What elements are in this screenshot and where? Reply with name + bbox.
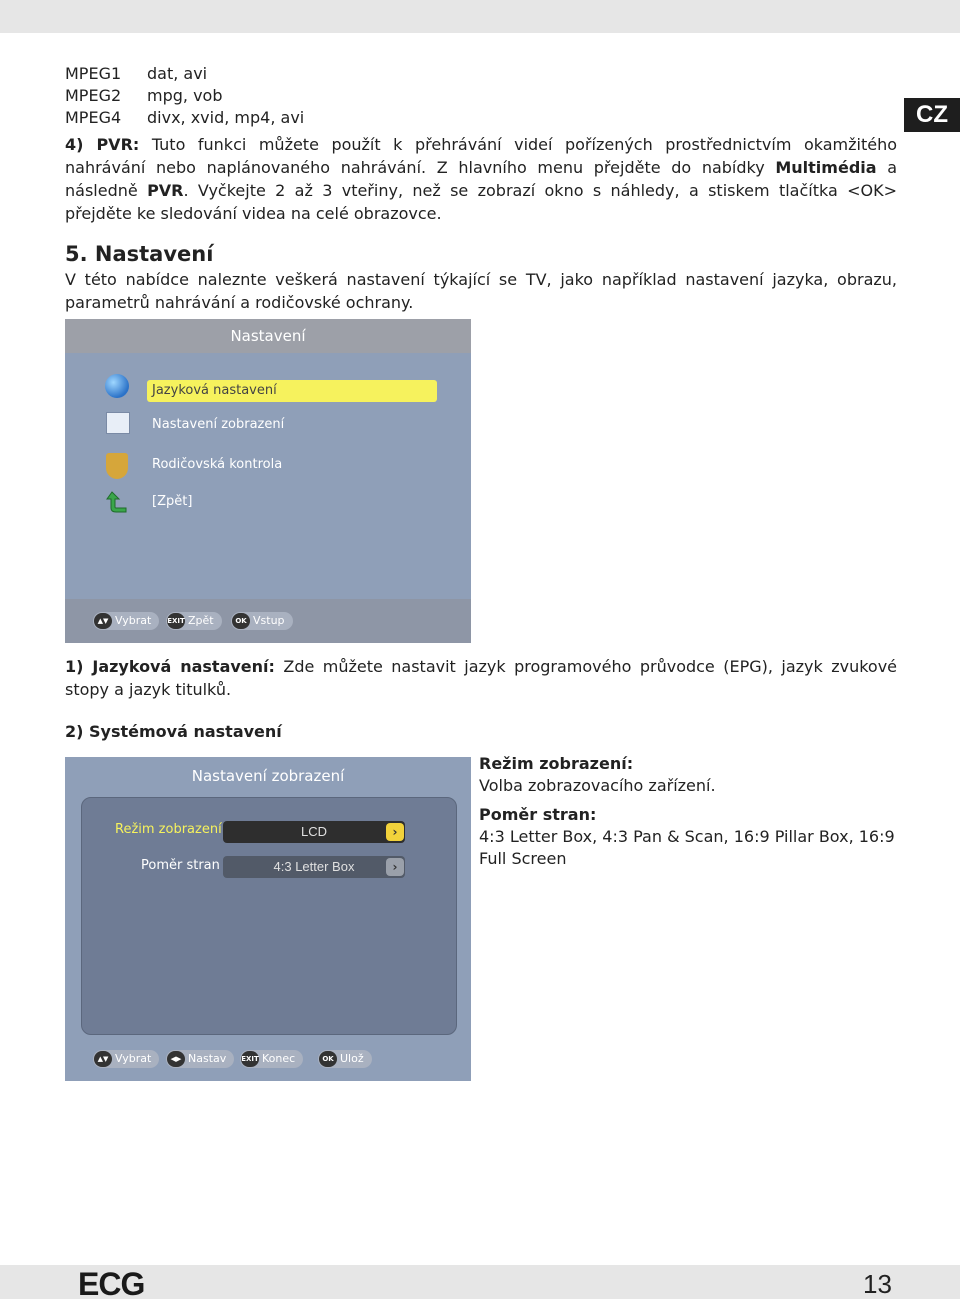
ok-icon: OK	[319, 1051, 337, 1067]
footer-label: Ulož	[340, 1052, 364, 1065]
section-title: 5. Nastavení	[65, 242, 214, 266]
menu-item-display[interactable]: Nastavení zobrazení	[152, 417, 285, 432]
exit-icon: EXIT	[167, 613, 185, 629]
ratio-description	[479, 804, 899, 870]
ecg-logo: ECG	[78, 1266, 145, 1302]
footer-enter[interactable]	[231, 612, 293, 630]
codec-name: MPEG1	[65, 64, 122, 83]
display-menu-title: Nastavení zobrazení	[191, 767, 345, 785]
codec-row	[65, 85, 304, 107]
display-icon	[106, 412, 130, 434]
codec-formats: divx, xvid, mp4, avi	[147, 108, 305, 127]
globe-icon	[105, 374, 129, 398]
updown-icon: ▲▼	[94, 613, 112, 629]
ratio-desc: 4:3 Letter Box, 4:3 Pan & Scan, 16:9 Pillar Box, 16:9 Full Screen	[479, 827, 895, 868]
footer-select[interactable]	[93, 612, 159, 630]
ratio-title: Poměr stran:	[479, 805, 597, 824]
pvr-text2: a následně	[65, 158, 898, 200]
shield-icon	[106, 453, 128, 479]
footer-save[interactable]	[318, 1050, 372, 1068]
footer-select[interactable]	[93, 1050, 159, 1068]
pvr-text1: Tuto funkci můžete použít k přehrávání videí pořízených prostřednictvím okamžitého nahrávání nebo naplánovaného nahrávání. Z hlavního menu přejděte do nabídky	[65, 135, 898, 177]
language-paragraph	[65, 655, 897, 701]
codec-name: MPEG4	[65, 108, 122, 127]
display-settings-screenshot	[65, 757, 471, 1081]
codec-name: MPEG2	[65, 86, 122, 105]
language-text: Zde můžete nastavit jazyk programového průvodce (EPG), jazyk zvukové stopy a jazyk titulků.	[65, 657, 898, 699]
codec-formats: dat, avi	[147, 64, 208, 83]
footer-label: Vybrat	[115, 614, 152, 627]
footer-set[interactable]	[166, 1050, 234, 1068]
footer-exit[interactable]	[240, 1050, 303, 1068]
arrow-right-icon[interactable]: ›	[386, 858, 404, 876]
menu-item-language[interactable]: Jazyková nastavení	[147, 380, 437, 402]
pvr-bold2: PVR	[147, 181, 184, 200]
footer-label: Konec	[262, 1052, 296, 1065]
pvr-text3: . Vyčkejte 2 až 3 vteřiny, než se zobrazí okno s náhledy, a stiskem tlačítka <OK> přejděte ke sledování videa na celé obrazovce.	[65, 181, 898, 223]
aspect-ratio-value[interactable]: 4:3 Letter Box	[223, 856, 405, 878]
pvr-lead: 4) PVR:	[65, 135, 140, 154]
pvr-bold1: Multimédia	[775, 158, 877, 177]
language-lead: 1) Jazyková nastavení:	[65, 657, 275, 676]
menu-title: Nastavení	[65, 319, 471, 353]
footer-back[interactable]	[166, 612, 222, 630]
mode-title: Režim zobrazení:	[479, 754, 634, 773]
language-badge: CZ	[904, 98, 960, 132]
back-arrow-icon	[106, 490, 128, 514]
footer-label: Zpět	[188, 614, 214, 627]
footer-label: Nastav	[188, 1052, 227, 1065]
display-mode-label: Režim zobrazení	[115, 822, 222, 837]
footer-label: Vstup	[253, 614, 285, 627]
display-menu-footer	[65, 1037, 471, 1081]
ok-icon: OK	[232, 613, 250, 629]
mode-description	[479, 753, 899, 797]
pvr-paragraph	[65, 133, 897, 225]
display-mode-value[interactable]: LCD	[223, 821, 405, 843]
top-bar	[0, 0, 960, 33]
codec-row	[65, 107, 304, 129]
menu-item-parental[interactable]: Rodičovská kontrola	[152, 457, 283, 472]
footer-label: Vybrat	[115, 1052, 152, 1065]
arrow-right-icon[interactable]: ›	[386, 823, 404, 841]
codec-list	[65, 63, 304, 129]
settings-menu-screenshot	[65, 319, 471, 643]
section-intro: V této nabídce naleznte veškerá nastavení týkající se TV, jako například nastavení jazyka, obrazu, parametrů nahrávání a rodičovské ochrany.	[65, 270, 897, 312]
codec-row	[65, 63, 304, 85]
system-settings-title: 2) Systémová nastavení	[65, 722, 282, 741]
codec-formats: mpg, vob	[147, 86, 223, 105]
menu-footer	[65, 599, 471, 643]
page-number: 13	[863, 1269, 892, 1299]
updown-icon: ▲▼	[94, 1051, 112, 1067]
leftright-icon: ◀▶	[167, 1051, 185, 1067]
menu-item-back[interactable]: [Zpět]	[152, 494, 193, 509]
mode-desc: Volba zobrazovacího zařízení.	[479, 776, 716, 795]
exit-icon: EXIT	[241, 1051, 259, 1067]
aspect-ratio-label: Poměr stran	[141, 858, 220, 873]
